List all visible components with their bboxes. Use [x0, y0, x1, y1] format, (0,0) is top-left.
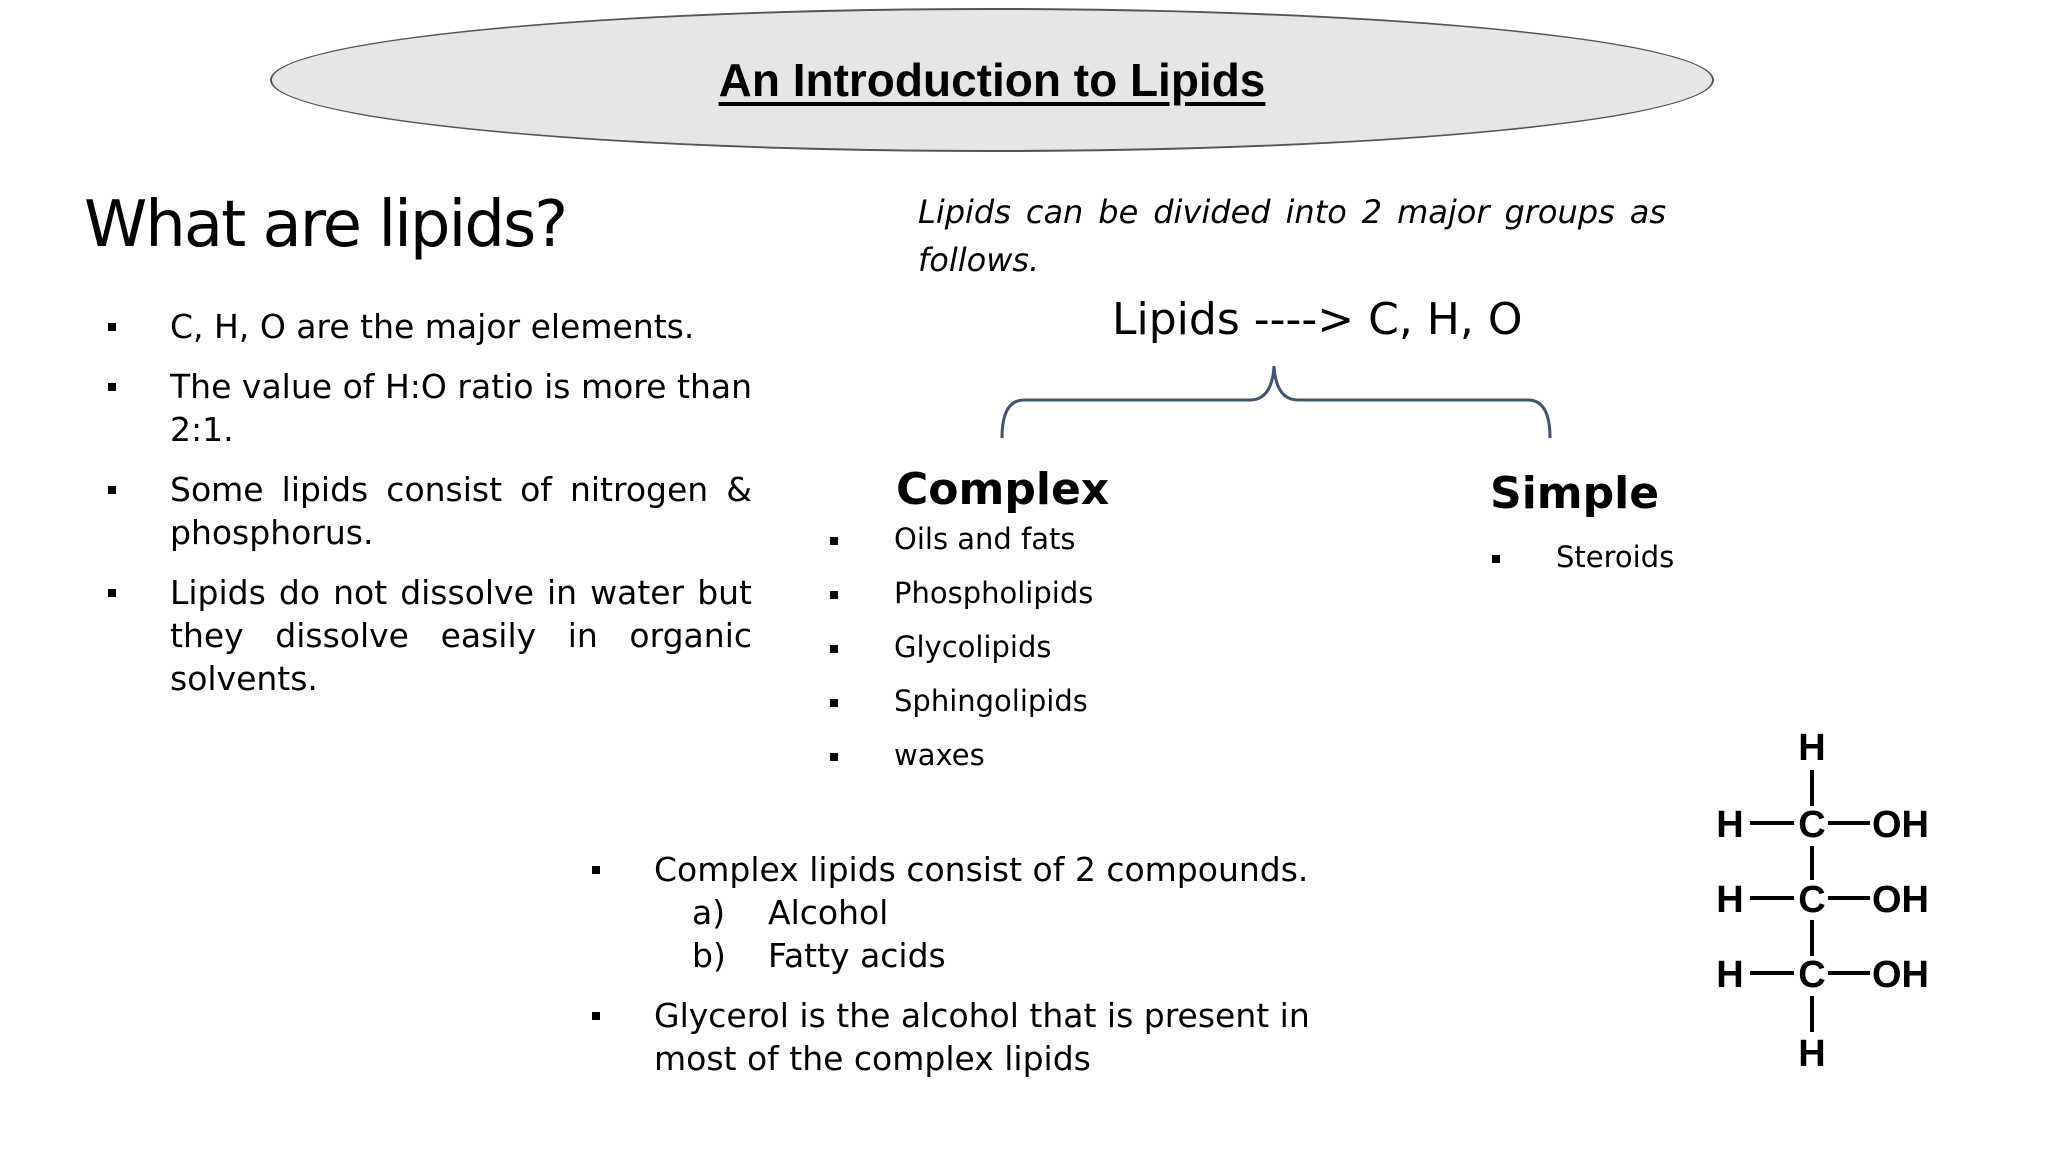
bullet-square-icon [830, 645, 838, 653]
title-banner [270, 8, 1714, 152]
list-item: C, H, O are the major elements. [108, 305, 752, 348]
lipid-facts-list [108, 305, 752, 717]
bullet-square-icon [830, 753, 838, 761]
atom-oh: OH [1872, 879, 1929, 921]
list-item: Sphingolipids [830, 682, 1093, 720]
complex-heading: Complex [896, 464, 1110, 515]
list-item: Complex lipids consist of 2 compounds. a) Alcohol b) Fatty acids [592, 848, 1352, 977]
bullet-square-icon [830, 537, 838, 545]
atom-h-bottom: H [1798, 1033, 1826, 1075]
complex-lipids-list [830, 520, 1093, 790]
bullet-square-icon [108, 589, 116, 597]
bullet-square-icon [830, 699, 838, 707]
sub-item-fatty-acids: b) Fatty acids [692, 936, 946, 975]
list-item: Glycolipids [830, 628, 1093, 666]
atom-h: H [1716, 804, 1744, 846]
atom-c: C [1798, 954, 1826, 996]
bullet-square-icon [108, 383, 116, 391]
atom-oh: OH [1872, 954, 1929, 996]
slide-title: An Introduction to Lipids [718, 54, 1266, 106]
atom-oh: OH [1872, 804, 1929, 846]
atom-h: H [1716, 954, 1744, 996]
list-item: waxes [830, 736, 1093, 774]
bullet-square-icon [108, 486, 116, 494]
list-item: Phospholipids [830, 574, 1093, 612]
lipids-formula: Lipids ----> C, H, O [1112, 294, 1523, 345]
simple-lipids-list [1492, 538, 1674, 592]
atom-c: C [1798, 879, 1826, 921]
sub-item-alcohol: a) Alcohol [692, 893, 889, 932]
what-are-lipids-heading: What are lipids? [84, 188, 567, 262]
atom-h-top: H [1798, 727, 1826, 769]
bullet-square-icon [1492, 555, 1500, 563]
complex-composition-list [592, 848, 1352, 1097]
glycerol-structure-diagram [1710, 720, 1950, 1080]
list-item: Glycerol is the alcohol that is present in most of the complex lipids [592, 994, 1352, 1080]
list-item: Lipids do not dissolve in water but they dissolve easily in organic solvents. [108, 571, 752, 700]
list-item: Some lipids consist of nitrogen & phosphorus. [108, 468, 752, 554]
bullet-square-icon [830, 591, 838, 599]
atom-h: H [1716, 879, 1744, 921]
bullet-square-icon [592, 866, 600, 874]
grouping-brace [990, 360, 1560, 440]
groups-intro-text: Lipids can be divided into 2 major groups as follows. [918, 193, 1666, 279]
bullet-square-icon [108, 323, 116, 331]
list-item: Oils and fats [830, 520, 1093, 558]
simple-heading: Simple [1490, 468, 1660, 519]
atom-c: C [1798, 804, 1826, 846]
bullet-square-icon [592, 1012, 600, 1020]
list-item: Steroids [1492, 538, 1674, 576]
list-item: The value of H:O ratio is more than 2:1. [108, 365, 752, 451]
